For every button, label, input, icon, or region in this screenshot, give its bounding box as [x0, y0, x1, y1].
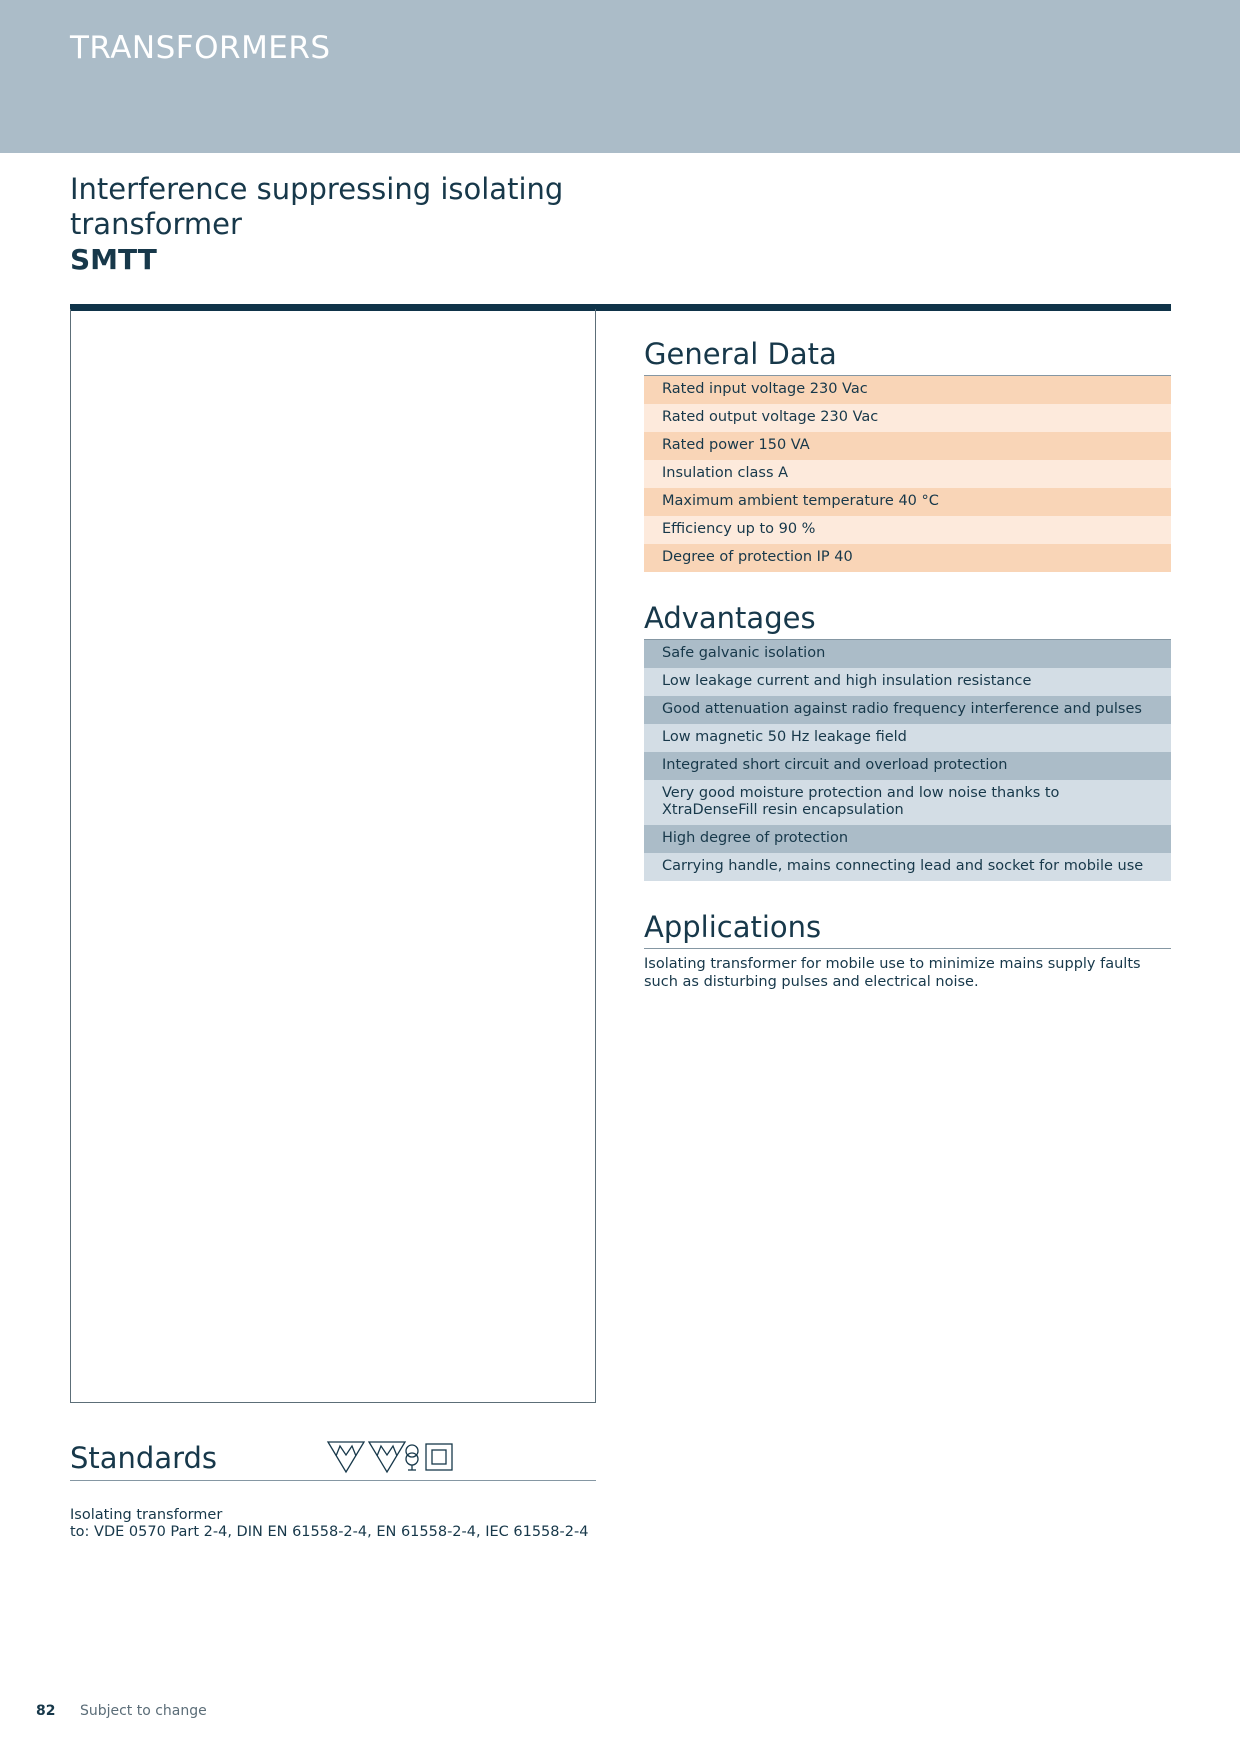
certification-marks-graphic	[256, 1438, 456, 1476]
general-data-list	[644, 376, 1171, 572]
standards-text	[70, 1507, 588, 1541]
product-header	[70, 172, 670, 278]
standards-heading: Standards	[70, 1441, 218, 1475]
category-title: TRANSFORMERS	[70, 30, 331, 66]
header-banner	[0, 0, 1240, 153]
advantages-list	[644, 640, 1171, 881]
footer-note: Subject to change	[79, 1703, 207, 1719]
general-data-row: Degree of protection IP 40	[644, 544, 1171, 572]
vde-mark-icon	[369, 1442, 405, 1472]
general-data-row: Insulation class A	[644, 460, 1171, 488]
advantage-row: Low leakage current and high insulation resistance	[644, 668, 1171, 696]
product-title-line-1: Interference suppressing isolating	[70, 172, 564, 206]
standards-line-2: to: VDE 0570 Part 2-4, DIN EN 61558-2-4, EN 61558-2-4, IEC 61558-2-4	[70, 1524, 589, 1540]
advantage-row: Low magnetic 50 Hz leakage field	[644, 724, 1171, 752]
spec-column	[644, 336, 1171, 1019]
page-number: 82	[36, 1703, 56, 1719]
advantage-row: High degree of protection	[644, 825, 1171, 853]
advantage-row: Very good moisture protection and low noise thanks to XtraDenseFill resin encapsulation	[644, 780, 1171, 825]
general-data-section	[644, 336, 1171, 572]
general-data-row: Maximum ambient temperature 40 °C	[644, 488, 1171, 516]
general-data-row: Efficiency up to 90 %	[644, 516, 1171, 544]
double-insulation-icon	[426, 1444, 452, 1470]
applications-text: Isolating transformer for mobile use to minimize mains supply faults such as disturbing pulses and electrical noise.	[644, 956, 1141, 990]
advantages-section	[644, 600, 1171, 881]
page-footer	[36, 1703, 207, 1719]
applications-section	[644, 909, 1171, 991]
vde-mark-icon	[328, 1442, 364, 1472]
applications-heading: Applications	[644, 909, 1171, 949]
advantage-row: Safe galvanic isolation	[644, 640, 1171, 668]
standards-section	[70, 1438, 596, 1481]
isolating-transformer-icon	[402, 1442, 422, 1472]
product-code: SMTT	[70, 243, 157, 276]
product-title-line-2: transformer	[70, 207, 242, 241]
standards-line-1: Isolating transformer	[70, 1507, 223, 1523]
advantage-row: Integrated short circuit and overload protection	[644, 752, 1171, 780]
general-data-row: Rated output voltage 230 Vac	[644, 404, 1171, 432]
advantages-heading: Advantages	[644, 600, 1171, 640]
general-data-heading: General Data	[644, 336, 1171, 376]
product-image-frame	[70, 309, 596, 1403]
advantage-row: Good attenuation against radio frequency interference and pulses	[644, 696, 1171, 724]
general-data-row: Rated power 150 VA	[644, 432, 1171, 460]
certification-marks	[256, 1438, 456, 1476]
general-data-row: Rated input voltage 230 Vac	[644, 376, 1171, 404]
advantage-row: Carrying handle, mains connecting lead and socket for mobile use	[644, 853, 1171, 881]
